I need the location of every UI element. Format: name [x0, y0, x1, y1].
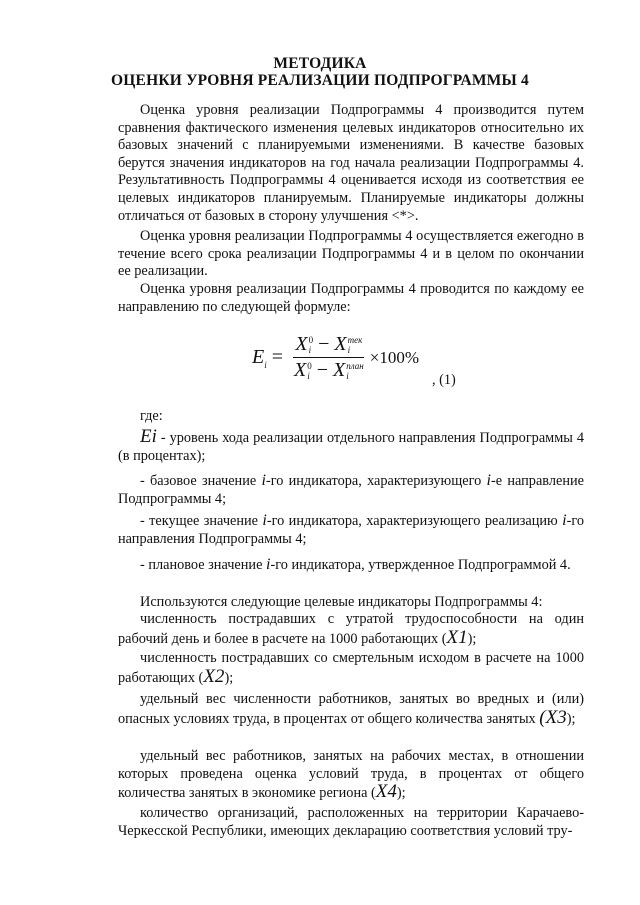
definition-current-value: - текущее значение i-го индикатора, характеризующего реализацию i-го направления Подпрограммы 4;	[118, 512, 584, 547]
x2-symbol: X2	[203, 665, 225, 687]
document-subtitle: ОЦЕНКИ УРОВНЯ РЕАЛИЗАЦИИ ПОДПРОГРАММЫ 4	[111, 72, 529, 89]
x4-symbol: X4	[375, 781, 397, 803]
efficiency-formula	[252, 333, 419, 382]
paragraph-text: Оценка уровня реализации Подпрограммы 4 производится путем сравнения фактического изменения целевых индикаторов относительно их базовых значений с планируемыми изменениями. В качестве базовых берутся значения индикаторов на год начала реализации Подпрограммы 4. Результативность Подпрограммы 4 оценивается исходя из соответствия ее целевых индикаторов планируемым. Планируемые индикаторы должны отличаться от базовых в сторону улучшения <*>.	[118, 102, 584, 224]
formula-fraction	[292, 333, 366, 382]
formula-numerator: X 0 i − X тек i	[293, 333, 364, 358]
x1-symbol: X1	[446, 626, 468, 648]
indicator-x4: удельный вес работников, занятых на рабочих местах, в отношении которых проведена оценка условий труда, в процентах от общего количества занятых в экономике региона (X4);	[118, 748, 584, 803]
indicator-x3: удельный вес численности работников, занятых во вредных и (или) опасных условиях труда, в процентах от общего количества занятых (X3);	[118, 691, 584, 728]
formula-multiplier: ×100%	[369, 347, 419, 367]
definition-plan-value: - плановое значение i-го индикатора, утвержденное Подпрограммой 4.	[140, 556, 571, 573]
ei-symbol: Ei	[140, 426, 157, 447]
intro-paragraph-2	[118, 228, 584, 281]
formula-denominator: X 0 i − X план i	[294, 359, 364, 382]
indicator-x5: количество организаций, расположенных на территории Карачаево-Черкесской Республики, имеющих декларацию соответствия условий тру-	[118, 805, 584, 839]
definition-base-value: - базовое значение i-го индикатора, характеризующего i-е направление Подпрограммы 4;	[118, 472, 584, 507]
where-label: где:	[140, 408, 163, 424]
formula-equals: =	[271, 346, 284, 368]
definition-ei: Ei - уровень хода реализации отдельного направления Подпрограммы 4 (в процентах);	[118, 426, 584, 464]
intro-paragraph-3	[118, 281, 584, 316]
indicator-x2: численность пострадавших со смертельным исходом в расчете на 1000 работающих (X2);	[118, 650, 584, 687]
formula-number: , (1)	[432, 372, 456, 388]
x3-symbol: (X3	[539, 706, 567, 728]
paragraph-text: Оценка уровня реализации Подпрограммы 4 осуществляется ежегодно в течение всего срока реализации Подпрограммы 4 и в целом по окончании ее реализации.	[118, 228, 584, 280]
indicator-x1: численность пострадавших с утратой трудоспособности на один рабочий день и более в расчете на 1000 работающих (X1);	[118, 611, 584, 648]
indicators-intro: Используются следующие целевые индикаторы Подпрограммы 4:	[140, 594, 543, 610]
intro-paragraph-1	[118, 102, 584, 225]
document-title: МЕТОДИКА	[273, 55, 367, 72]
paragraph-text: Оценка уровня реализации Подпрограммы 4 проводится по каждому ее направлению по следующей формуле:	[118, 281, 584, 315]
formula-lhs: $E_i$	[252, 346, 267, 370]
